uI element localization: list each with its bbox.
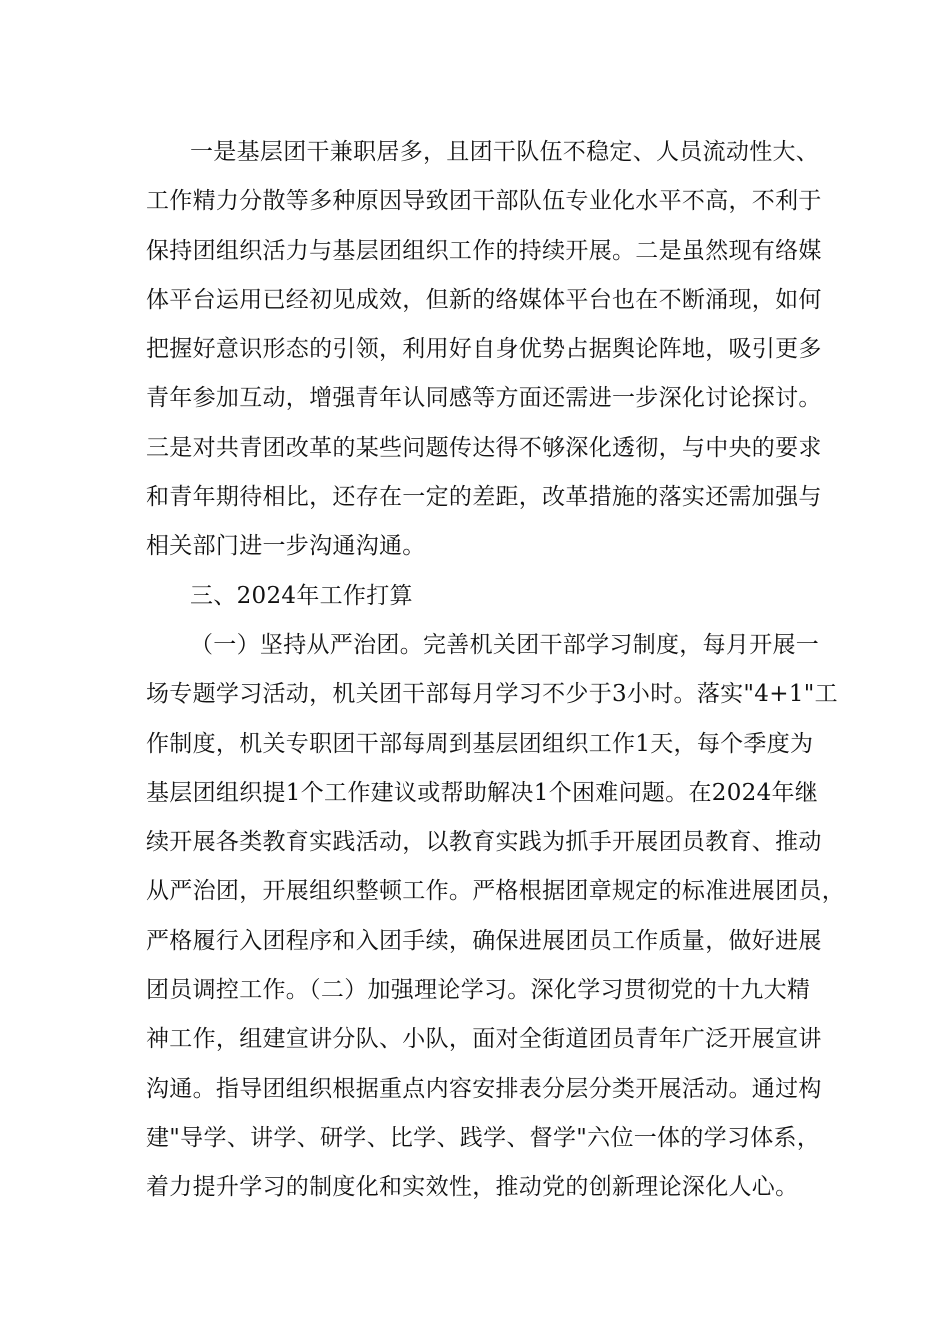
paragraph-line: 青年参加互动，增强青年认同感等方面还需进一步深化讨论探讨。: [146, 385, 822, 412]
paragraph-line: 保持团组织活力与基层团组织工作的持续开展。二是虽然现有络媒: [146, 237, 822, 264]
paragraph-line: 建"导学、讲学、研学、比学、践学、督学"六位一体的学习体系，: [146, 1124, 821, 1151]
paragraph-line: 沟通。指导团组织根据重点内容安排表分层分类开展活动。通过构: [146, 1075, 822, 1102]
paragraph-line: （一）坚持从严治团。完善机关团干部学习制度，每月开展一: [190, 631, 820, 658]
paragraph-line: 把握好意识形态的引领，利用好自身优势占据舆论阵地，吸引更多: [146, 336, 822, 363]
paragraph-line: 相关部门进一步沟通沟通。: [146, 533, 426, 560]
paragraph-line: 基层团组织提1个工作建议或帮助解决1个困难问题。在2024年继: [146, 779, 819, 806]
paragraph-line: 和青年期待相比，还存在一定的差距，改革措施的落实还需加强与: [146, 484, 822, 511]
section-heading: 三、2024年工作打算: [190, 582, 413, 609]
document-body: [146, 128, 845, 1213]
paragraph-line: 一是基层团干兼职居多，且团干队伍不稳定、人员流动性大、: [190, 139, 820, 165]
paragraph-line: 严格履行入团程序和入团手续，确保进展团员工作质量，做好进展: [146, 927, 822, 954]
paragraph-line: 作制度，机关专职团干部每周到基层团组织工作1天，每个季度为: [146, 730, 814, 757]
paragraph-line: 场专题学习活动，机关团干部每月学习不少于3小时。落实"4+1"工: [146, 681, 838, 708]
paragraph-line: 工作精力分散等多种原因导致团干部队伍专业化水平不高，不利于: [146, 188, 822, 215]
paragraph-line: 续开展各类教育实践活动，以教育实践为抓手开展团员教育、推动: [146, 829, 822, 856]
paragraph-line: 神工作，组建宣讲分队、小队，面对全街道团员青年广泛开展宣讲: [146, 1026, 822, 1053]
paragraph-line: 团员调控工作。（二）加强理论学习。深化学习贯彻党的十九大精: [146, 977, 811, 1004]
paragraph-line: 三是对共青团改革的某些问题传达得不够深化透彻，与中央的要求: [146, 434, 822, 461]
paragraph-line: 从严治团，开展组织整顿工作。严格根据团章规定的标准进展团员，: [146, 878, 845, 905]
paragraph-line: 着力提升学习的制度化和实效性，推动党的创新理论深化人心。: [146, 1174, 799, 1201]
paragraph-line: 体平台运用已经初见成效，但新的络媒体平台也在不断涌现，如何: [146, 286, 822, 313]
